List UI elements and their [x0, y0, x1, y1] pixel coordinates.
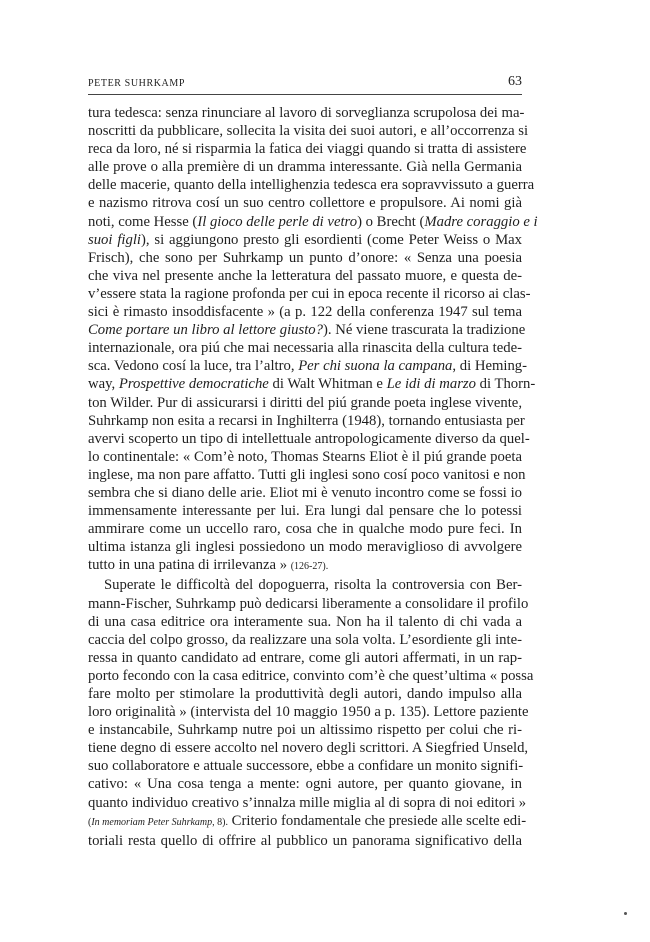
- text-line: suo collaboratore e attuale successore, ebbe a confidare un monito signifi-: [88, 758, 524, 775]
- text-line: quanto individuo creativo s’innalza mille miglia al di sopra di noi editori »: [88, 794, 527, 811]
- text-line: reca da loro, né si risparmia la fatica dei viaggi quando si tratta di assistere: [88, 141, 527, 158]
- text-line: sici è rimasto insoddisfacente » (a p. 122 della conferenza 1947 sul tema: [88, 304, 522, 321]
- text-line: Frisch), che sono per Suhrkamp un punto d’onore: « Senza una poesia: [88, 249, 522, 266]
- text-line: tura tedesca: senza rinunciare al lavoro di sorveglianza scrupolosa dei ma-: [88, 105, 525, 121]
- text-line: v’essere stata la ragione profonda per cui in epoca recente il ricorso ai clas-: [88, 285, 531, 302]
- text-line: e nazismo ritrova cosí un suo centro collettore e propulsore. Ai nomi già: [88, 195, 522, 212]
- text-line: Come portare un libro al lettore giusto?). Né viene trascurata la tradizione: [88, 322, 526, 339]
- text-line: way, Prospettive democratiche di Walt Whitman e Le idi di marzo di Thorn-: [88, 376, 536, 393]
- text-line: tutto in una patina di irrilevanza » (126-27).: [88, 557, 329, 574]
- text-line: ultima istanza gli inglesi possiedono un modo meraviglioso di avvolgere: [88, 539, 522, 556]
- text-line: delle macerie, quanto della intellighenzia tedesca era sopravvissuto a guerra: [88, 177, 535, 194]
- running-header: [88, 74, 522, 95]
- text-line: sca. Vedono cosí la luce, tra l’altro, Per chi suona la campana, di Heming-: [88, 358, 528, 375]
- text-line: caccia del colpo grosso, da realizzare una sola volta. L’esordiente gli inte-: [88, 631, 522, 648]
- text-line: di una casa editrice ora interamente sua. Non ha il talento di chi vada a: [88, 613, 522, 630]
- running-title: PETER SUHRKAMP: [88, 78, 186, 89]
- text-line: ton Wilder. Pur di assicurarsi i diritti del piú grande poeta inglese vivente,: [88, 394, 522, 411]
- text-line: Suhrkamp non esita a recarsi in Inghilterra (1948), tornando entusiasta per: [88, 412, 525, 429]
- text-line: inglese, ma non pare affatto. Tutti gli inglesi sono cosí poco vanitosi e non: [88, 466, 526, 483]
- text-line: (In memoriam Peter Suhrkamp, 8). Criterio fondamentale che presiede alle scelte edi-: [88, 812, 527, 829]
- text-line: mann-Fischer, Suhrkamp può dedicarsi liberamente a consolidare il profilo: [88, 595, 529, 612]
- text-line: immensamente interessante per lui. Era lungi dal pensare che lo potessi: [88, 503, 522, 520]
- text-line: internazionale, ora piú che mai necessaria alla rinascita della cultura tede-: [88, 340, 522, 357]
- text-line: suoi figli), si aggiungono presto gli esordienti (come Peter Weiss o Max: [88, 231, 522, 248]
- text-line: lo continentale: « Com’è noto, Thomas Stearns Eliot è il piú grande poeta: [88, 448, 522, 465]
- text-line: noti, come Hesse (Il gioco delle perle di vetro) o Brecht (Madre coraggio e i: [88, 213, 538, 230]
- scan-speck: [624, 912, 627, 915]
- text-line: fare molto per stimolare la produttività degli autori, dando impulso alla: [88, 686, 522, 702]
- text-line: cativo: « Una cosa tenga a mente: ogni autore, per quanto giovane, in: [88, 776, 522, 793]
- text-line: loro originalità » (intervista del 10 maggio 1950 a p. 135). Lettore paziente: [88, 704, 529, 721]
- text-line: noscritti da pubblicare, sollecita la visita dei suoi autori, e all’occorrenza si: [88, 123, 529, 140]
- text-line: tiene degno di essere accolto nel novero degli scrittori. A Siegfried Unseld,: [88, 740, 529, 757]
- text-line: ammirare come un uccello raro, cosa che in qualche modo pure feci. In: [88, 521, 522, 538]
- text-line: sembra che si diano delle arie. Eliot mi è venuto incontro come se fossi io: [88, 484, 522, 501]
- page-number: 63: [508, 74, 522, 89]
- text-line: porto fecondo con la casa editrice, convinto com’è che quest’ultima « possa: [88, 667, 534, 684]
- body-text: [88, 104, 538, 850]
- text-line: ressa in quanto candidato ad entrare, come gli autori affermati, in un rap-: [88, 649, 522, 666]
- text-line: Superate le difficoltà del dopoguerra, risolta la controversia con Ber-: [104, 577, 522, 594]
- text-line: avervi scoperto un tipo di intellettuale antropologicamente diverso da quel-: [88, 430, 530, 447]
- text-line: alle prove o alla première di un dramma interessante. Già nella Germania: [88, 159, 522, 176]
- text-line: che viva nel presente anche la letteratura del passato muore, e questa de-: [88, 267, 522, 284]
- text-line: e instancabile, Suhrkamp nutre poi un altissimo rispetto per colui che ri-: [88, 722, 522, 739]
- text-line: toriali resta quello di offrire al pubblico un panorama significativo della: [88, 832, 522, 849]
